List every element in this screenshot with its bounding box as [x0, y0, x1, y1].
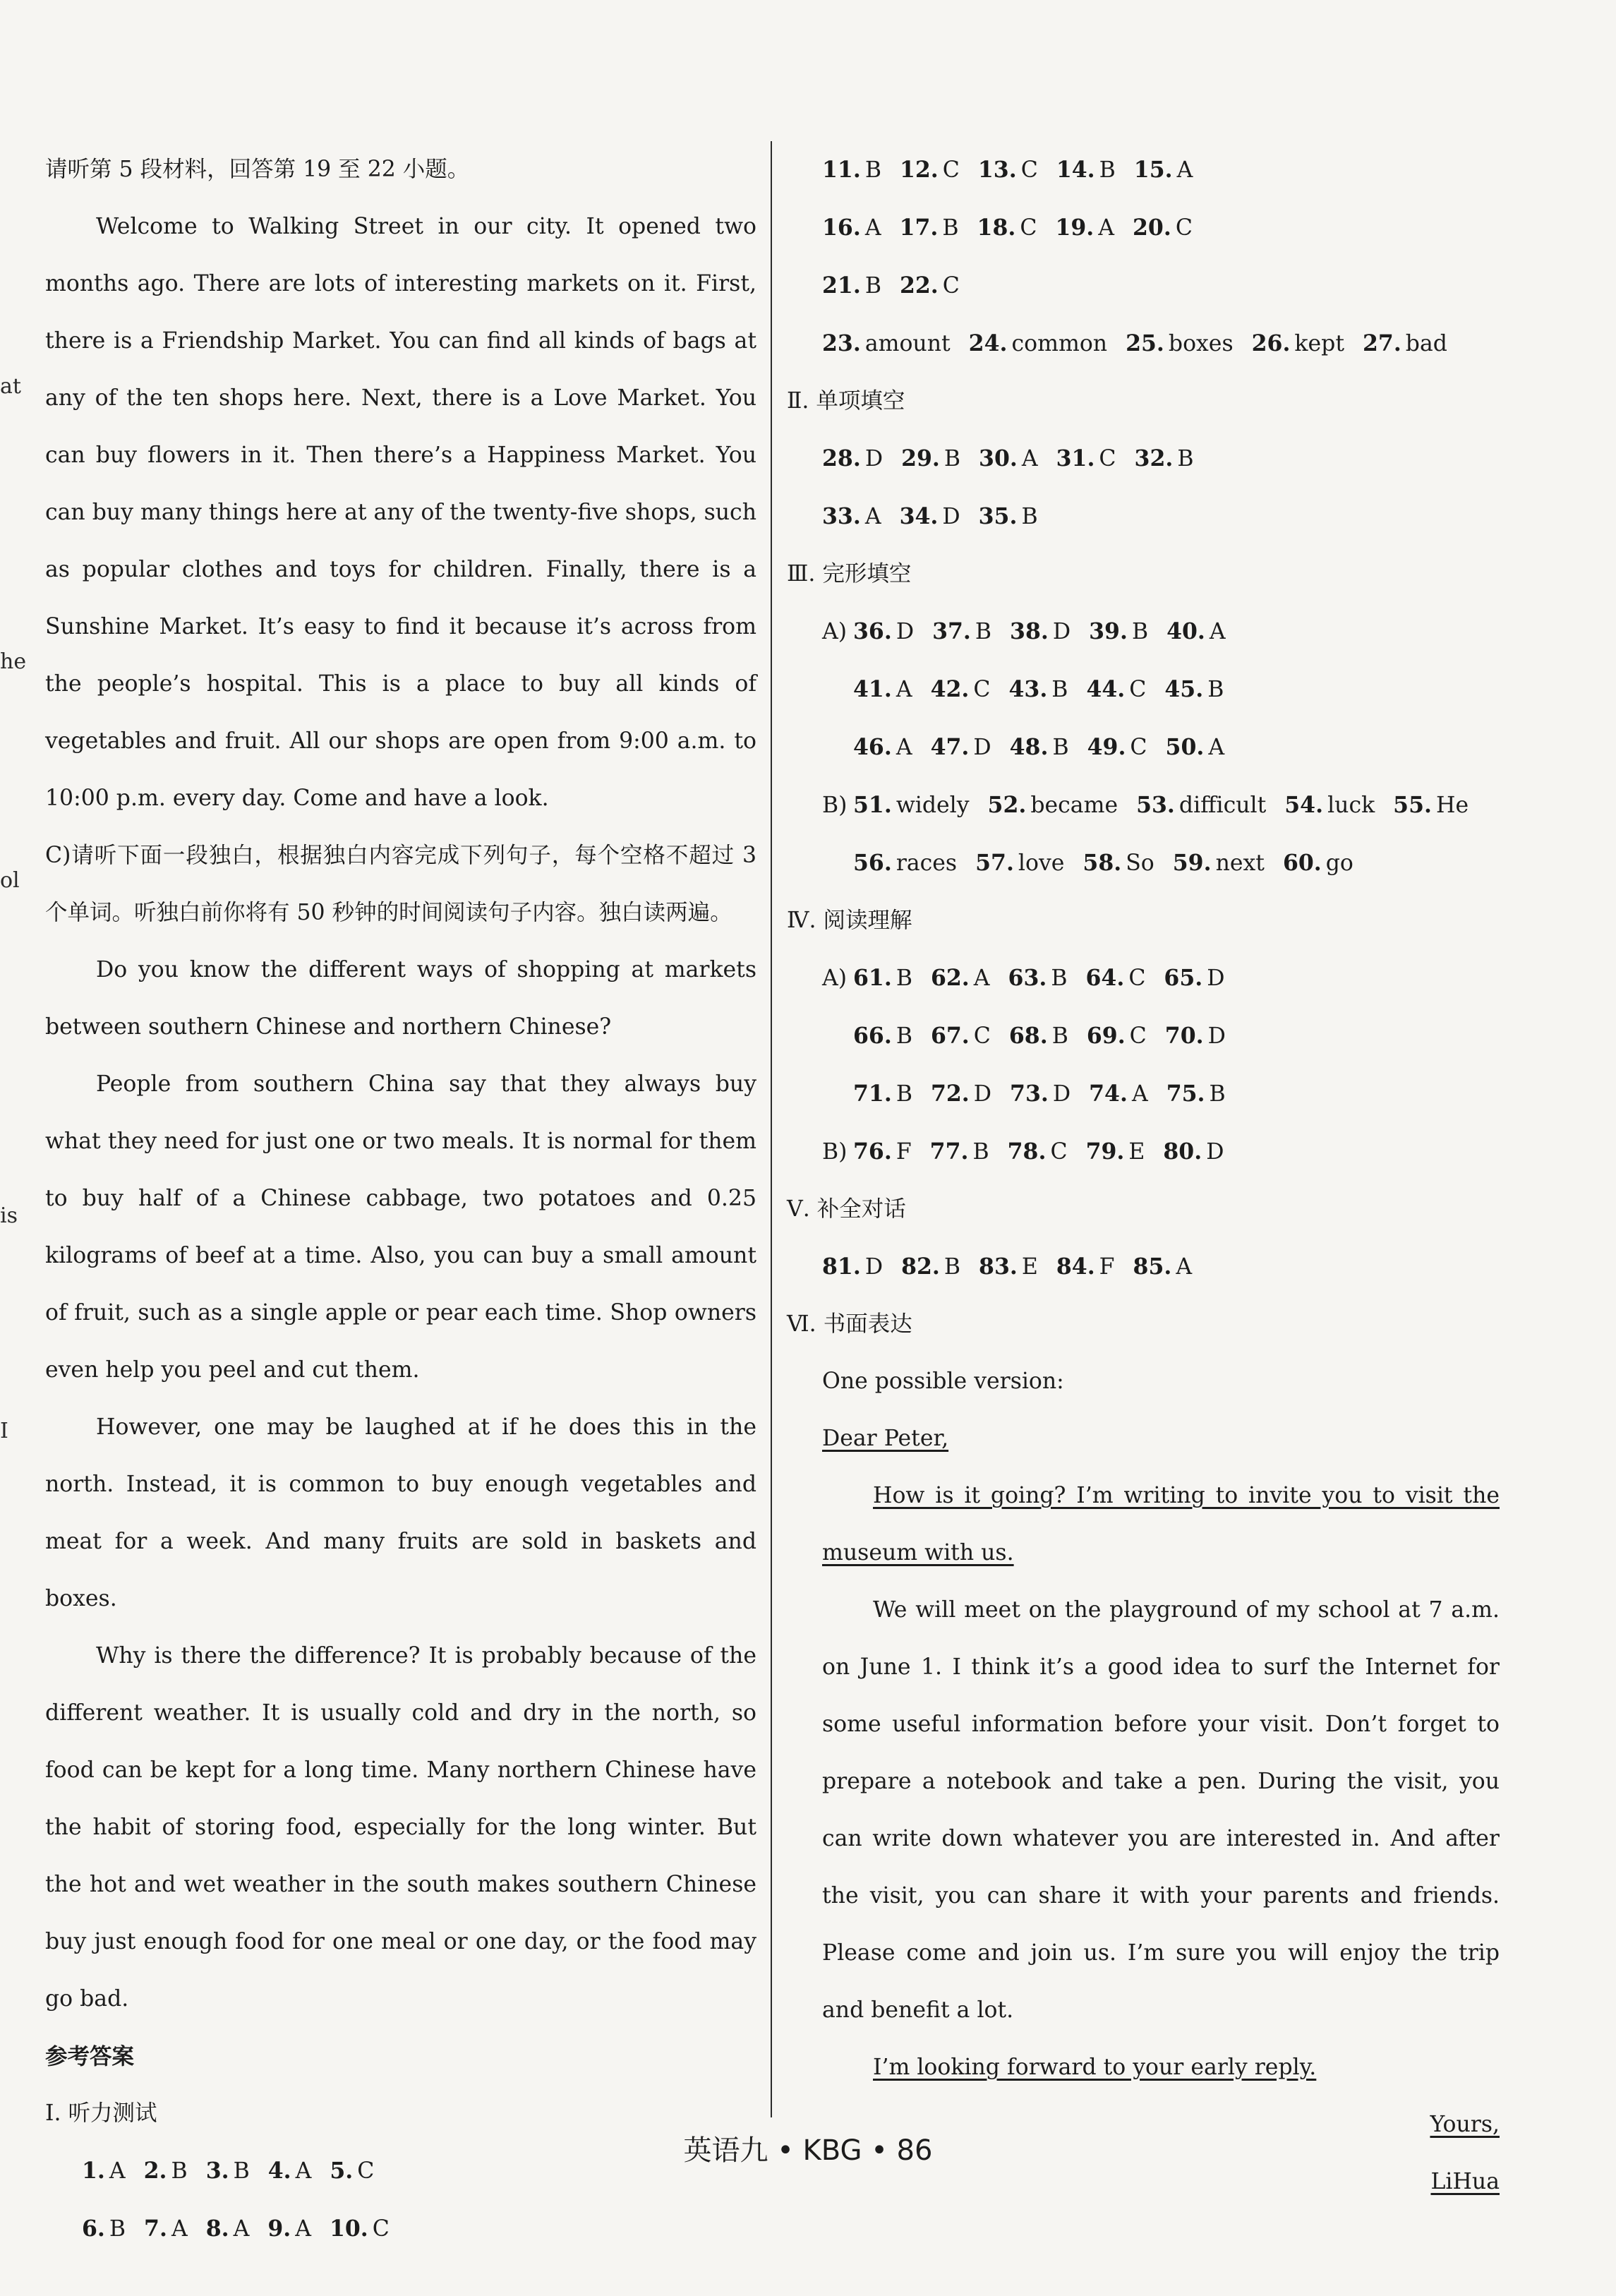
- answer-item: 21. B: [822, 272, 881, 299]
- answer-item: 33. A: [822, 503, 881, 529]
- answer-item: 82. B: [901, 1254, 961, 1280]
- answer-item: 66. B: [853, 1023, 912, 1049]
- essay-signature: LiHua: [1430, 2169, 1500, 2194]
- answer-item: 32. B: [1134, 445, 1194, 471]
- answer-row: [822, 1007, 1500, 1065]
- subsection-prefix: B): [822, 1139, 848, 1165]
- answer-item: 50. A: [1165, 734, 1225, 760]
- column-divider: [771, 141, 772, 2117]
- answer-item: 68. B: [1008, 1023, 1068, 1049]
- answer-row: [822, 141, 1500, 199]
- answer-item: 11. B: [822, 157, 881, 183]
- page-footer: 英语九 • KBG • 86: [683, 2134, 933, 2167]
- passage-paragraph: However, one may be laughed at if he does this in the north. Instead, it is common to buy enough vegetables and meat for a week. And many fruits are sold in baskets and boxes.: [45, 1414, 756, 1611]
- answer-item: 57. love: [975, 850, 1065, 876]
- answer-item: 72. D: [930, 1081, 992, 1107]
- answer-item: 84. F: [1056, 1254, 1115, 1280]
- answer-item: 47. D: [930, 734, 991, 760]
- margin-fragment: at: [0, 374, 21, 399]
- answer-item: 78. C: [1007, 1138, 1068, 1165]
- answer-item: 8. A: [205, 2216, 250, 2242]
- answer-row: [822, 1123, 1500, 1181]
- answer-row: [822, 603, 1500, 661]
- answer-row: [82, 2200, 756, 2258]
- single-choice-answers: [787, 430, 1500, 546]
- answer-item: 15. A: [1133, 157, 1193, 183]
- answer-item: 7. A: [144, 2216, 188, 2242]
- section-heading-listening: Ⅰ. 听力测试: [45, 2100, 157, 2126]
- answer-row: [822, 776, 1500, 834]
- section-heading-cloze: Ⅲ. 完形填空: [787, 561, 912, 587]
- reading-answers: [787, 949, 1500, 1181]
- answer-item: 40. A: [1166, 618, 1226, 644]
- answer-item: 36. D: [853, 618, 915, 644]
- left-column: [45, 141, 756, 2258]
- dialogue-answers: [787, 1238, 1500, 1296]
- answer-item: 38. D: [1010, 618, 1071, 644]
- answer-item: 79. E: [1085, 1138, 1145, 1165]
- section-heading-single-choice: Ⅱ. 单项填空: [787, 388, 905, 414]
- answer-row: [822, 661, 1500, 719]
- answer-item: 65. D: [1164, 965, 1225, 991]
- answer-item: 3. B: [205, 2158, 250, 2184]
- answer-item: 80. D: [1163, 1138, 1224, 1165]
- answer-item: 67. C: [930, 1023, 991, 1049]
- cloze-answers: [787, 603, 1500, 892]
- answer-item: 14. B: [1056, 157, 1116, 183]
- answer-row: [822, 1065, 1500, 1123]
- answer-item: 73. D: [1010, 1081, 1071, 1107]
- answer-item: 61. B: [853, 965, 912, 991]
- answer-item: 42. C: [930, 676, 991, 702]
- passage-paragraph: Do you know the different ways of shopping at markets between southern Chinese and northern Chinese?: [45, 957, 756, 1040]
- essay-paragraph: We will meet on the playground of my school at 7 a.m. on June 1. I think it’s a good idea to surf the Internet for some useful information before your visit. Don’t forget to prepare a notebook and take a pen. During the visit, you can write down whatever you are interested in. And after the visit, you can share it with your parents and friends. Please come and join us. I’m sure you will enjoy the trip and benefit a lot.: [822, 1597, 1500, 2023]
- answer-item: 9. A: [267, 2216, 311, 2242]
- answer-item: 4. A: [267, 2158, 312, 2184]
- answer-item: 53. difficult: [1136, 792, 1267, 818]
- answer-item: 59. next: [1172, 850, 1265, 876]
- subsection-prefix: B): [822, 793, 848, 818]
- essay: [787, 1353, 1500, 2211]
- essay-paragraph: How is it going? I’m writing to invite you to visit the museum with us.: [822, 1483, 1500, 1565]
- answers-top: [787, 141, 1500, 373]
- answer-item: 31. C: [1056, 445, 1116, 471]
- subsection-prefix: A): [822, 966, 848, 991]
- answer-item: 39. B: [1089, 618, 1149, 644]
- answer-item: 20. C: [1133, 215, 1193, 241]
- answer-item: 58. So: [1083, 850, 1154, 876]
- answer-row: [822, 257, 1500, 315]
- answer-row: [822, 488, 1500, 546]
- answer-item: 85. A: [1133, 1254, 1193, 1280]
- answer-item: 1. A: [82, 2158, 126, 2184]
- answer-item: 56. races: [853, 850, 958, 876]
- answer-item: 71. B: [853, 1081, 912, 1107]
- answer-row: [822, 949, 1500, 1007]
- margin-fragment: is: [0, 1203, 18, 1228]
- answer-item: 25. boxes: [1126, 330, 1234, 356]
- answer-item: 26. kept: [1251, 330, 1344, 356]
- answer-item: 76. F: [853, 1138, 912, 1165]
- answer-item: 54. luck: [1284, 792, 1375, 818]
- answer-row: [822, 719, 1500, 776]
- answer-item: 16. A: [822, 215, 881, 241]
- answer-item: 12. C: [899, 157, 960, 183]
- essay-greeting: Dear Peter,: [822, 1426, 949, 1451]
- answer-item: 2. B: [143, 2158, 188, 2184]
- answers-heading: 参考答案: [45, 2043, 135, 2069]
- passage-paragraph: Why is there the difference? It is probably because of the different weather. It is usually cold and dry in the north, so food can be kept for a long time. Many northern Chinese have the habit of storing food, especially for the long winter. But the hot and wet weather in the south makes southern Chinese buy just enough food for one meal or one day, or the food may go bad.: [45, 1643, 756, 2012]
- section-heading-reading: Ⅳ. 阅读理解: [787, 908, 912, 933]
- margin-fragment: ol: [0, 868, 20, 893]
- answer-row: [822, 315, 1500, 373]
- answer-item: 19. A: [1055, 215, 1115, 241]
- answer-item: 51. widely: [853, 792, 970, 818]
- answer-item: 22. C: [899, 272, 960, 299]
- answer-item: 60. go: [1282, 850, 1353, 876]
- answer-item: 44. C: [1086, 676, 1147, 702]
- right-column: [787, 141, 1500, 2211]
- answer-item: 35. B: [978, 503, 1038, 529]
- answer-item: 28. D: [822, 445, 884, 471]
- answer-item: 5. C: [330, 2158, 375, 2184]
- answer-item: 69. C: [1086, 1023, 1147, 1049]
- answer-item: 30. A: [979, 445, 1038, 471]
- passage-paragraph: People from southern China say that they always buy what they need for just one or two meals. It is normal for them to buy half of a Chinese cabbage, two potatoes and 0.25 kilograms of beef at a time. Also, you can buy a small amount of fruit, such as a single apple or pear each time. Shop owners even help you peel and cut them.: [45, 1071, 756, 1383]
- essay-closing: Yours,: [1430, 2112, 1500, 2137]
- answer-row: [822, 1238, 1500, 1296]
- answer-item: 83. E: [979, 1254, 1038, 1280]
- answer-item: 43. B: [1008, 676, 1068, 702]
- essay-intro: One possible version:: [822, 1369, 1064, 1394]
- answer-item: 23. amount: [822, 330, 951, 356]
- section-intro: 请听第 5 段材料，回答第 19 至 22 小题。: [45, 157, 470, 182]
- answer-item: 63. B: [1008, 965, 1068, 991]
- subsection-prefix: A): [822, 619, 848, 644]
- part-c-instructions: C)请听下面一段独白，根据独白内容完成下列句子，每个空格不超过 3 个单词。听独白前你将有 50 秒钟的时间阅读句子内容。独白读两遍。: [45, 843, 756, 925]
- answer-item: 46. A: [853, 734, 912, 760]
- margin-fragment: I: [0, 1419, 8, 1443]
- answer-item: 74. A: [1089, 1081, 1148, 1107]
- answer-item: 29. B: [901, 445, 961, 471]
- answer-item: 34. D: [899, 503, 960, 529]
- answer-item: 17. B: [899, 215, 959, 241]
- answer-item: 10. C: [329, 2216, 390, 2242]
- answer-item: 62. A: [930, 965, 990, 991]
- answer-item: 6. B: [82, 2216, 126, 2242]
- answer-item: 48. B: [1009, 734, 1069, 760]
- answer-item: 52. became: [987, 792, 1118, 818]
- passage-paragraph: Welcome to Walking Street in our city. It opened two months ago. There are lots of interesting markets on it. First, there is a Friendship Market. You can find all kinds of bags at any of the ten shops here. Next, there is a Love Market. You can buy flowers in it. Then there’s a Happiness Market. You can buy many things here at any of the twenty-five shops, such as popular clothes and toys for children. Finally, there is a Sunshine Market. It’s easy to find it because it’s across from the people’s hospital. This is a place to buy all kinds of vegetables and fruit. All our shops are open from 9:00 a.m. to 10:00 p.m. every day. Come and have a look.: [45, 214, 756, 811]
- answer-item: 24. common: [968, 330, 1108, 356]
- answer-item: 81. D: [822, 1254, 884, 1280]
- answer-item: 49. C: [1087, 734, 1147, 760]
- answer-item: 77. B: [929, 1138, 989, 1165]
- answer-item: 18. C: [977, 215, 1037, 241]
- answer-item: 55. He: [1393, 792, 1469, 818]
- answer-item: 70. D: [1164, 1023, 1226, 1049]
- answer-row: [822, 430, 1500, 488]
- answer-item: 27. bad: [1362, 330, 1447, 356]
- essay-paragraph: I’m looking forward to your early reply.: [873, 2055, 1317, 2080]
- section-heading-dialogue: Ⅴ. 补全对话: [787, 1196, 906, 1222]
- answer-item: 45. B: [1164, 676, 1224, 702]
- answer-item: 13. C: [977, 157, 1038, 183]
- answer-row: [822, 834, 1500, 892]
- answer-item: 64. C: [1085, 965, 1146, 991]
- section-heading-writing: Ⅵ. 书面表达: [787, 1311, 912, 1337]
- answer-item: 37. B: [932, 618, 992, 644]
- answer-item: 75. B: [1166, 1081, 1226, 1107]
- answer-row: [822, 199, 1500, 257]
- margin-fragment: he: [0, 649, 27, 674]
- answer-item: 41. A: [853, 676, 912, 702]
